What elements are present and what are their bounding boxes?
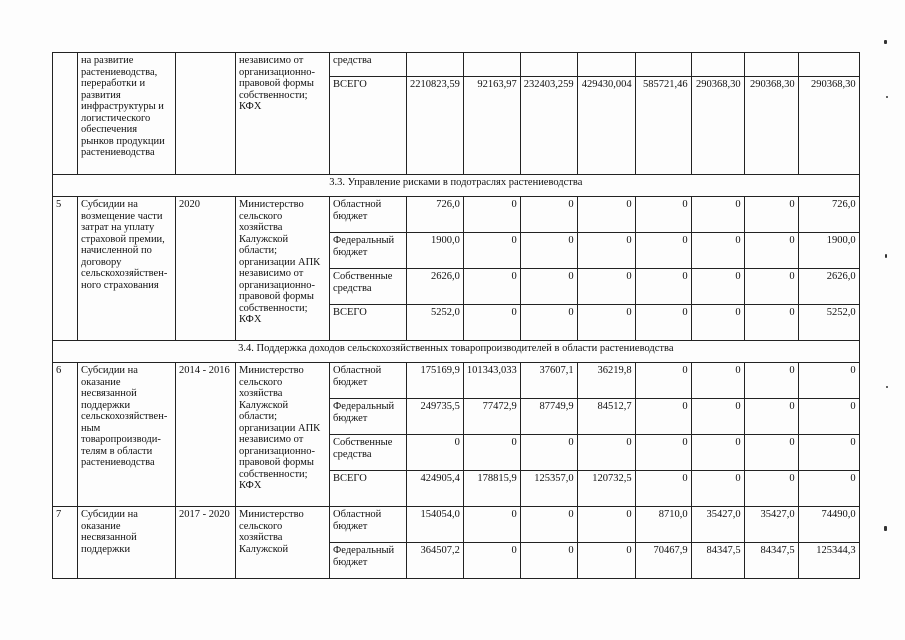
- executor: Министерство сельского хозяйства Калужской области; организации АПК независимо от организационно-правовой формы собственности; КФХ: [236, 363, 330, 507]
- value-cell: 429430,004: [577, 77, 635, 175]
- value-cell: 0: [635, 471, 691, 507]
- value-cell: [744, 53, 798, 77]
- value-cell: 726,0: [798, 197, 859, 233]
- funding-source: Федеральный бюджет: [330, 399, 407, 435]
- funding-source: ВСЕГО: [330, 471, 407, 507]
- measure-name: Субсидии на оказание несвязанной поддержки: [78, 507, 176, 579]
- value-cell: 77472,9: [463, 399, 520, 435]
- scan-speck: [884, 40, 887, 44]
- value-cell: 0: [577, 233, 635, 269]
- value-cell: 0: [635, 363, 691, 399]
- value-cell: [463, 53, 520, 77]
- value-cell: 120732,5: [577, 471, 635, 507]
- funding-source: Федеральный бюджет: [330, 543, 407, 579]
- value-cell: 0: [798, 399, 859, 435]
- executor: независимо от организационно-правовой формы собственности; КФХ: [236, 53, 330, 175]
- value-cell: 249735,5: [407, 399, 464, 435]
- scan-speck: [884, 526, 887, 531]
- value-cell: 35427,0: [691, 507, 744, 543]
- value-cell: 0: [744, 197, 798, 233]
- table-row: [53, 197, 860, 233]
- value-cell: 0: [577, 305, 635, 341]
- value-cell: 0: [635, 399, 691, 435]
- value-cell: 0: [520, 197, 577, 233]
- value-cell: 0: [520, 543, 577, 579]
- value-cell: 70467,9: [635, 543, 691, 579]
- row-number: 7: [53, 507, 78, 579]
- table-row: [53, 363, 860, 399]
- value-cell: 0: [691, 399, 744, 435]
- table-row: [53, 53, 860, 77]
- value-cell: 5252,0: [798, 305, 859, 341]
- value-cell: 424905,4: [407, 471, 464, 507]
- value-cell: 0: [577, 507, 635, 543]
- row-number: 6: [53, 363, 78, 507]
- value-cell: 178815,9: [463, 471, 520, 507]
- row-number: 5: [53, 197, 78, 341]
- value-cell: 0: [463, 197, 520, 233]
- value-cell: 1900,0: [407, 233, 464, 269]
- value-cell: 35427,0: [744, 507, 798, 543]
- value-cell: 154054,0: [407, 507, 464, 543]
- period: [176, 53, 236, 175]
- value-cell: 0: [798, 435, 859, 471]
- value-cell: 2626,0: [407, 269, 464, 305]
- value-cell: 0: [520, 233, 577, 269]
- value-cell: 0: [691, 197, 744, 233]
- value-cell: 0: [520, 507, 577, 543]
- value-cell: 585721,46: [635, 77, 691, 175]
- value-cell: 175169,9: [407, 363, 464, 399]
- budget-table: [52, 52, 860, 579]
- funding-source: ВСЕГО: [330, 305, 407, 341]
- scan-speck: [886, 386, 888, 388]
- section-heading: 3.4. Поддержка доходов сельскохозяйственных товаропроизводителей в области растениеводства: [53, 341, 860, 363]
- value-cell: 0: [520, 435, 577, 471]
- measure-name: Субсидии на возмещение части затрат на уплату страховой премии, начисленной по договору сельскохозяйствен-ного страхования: [78, 197, 176, 341]
- value-cell: 74490,0: [798, 507, 859, 543]
- value-cell: 232403,259: [520, 77, 577, 175]
- funding-source: Собственные средства: [330, 435, 407, 471]
- value-cell: 0: [744, 399, 798, 435]
- value-cell: 0: [463, 305, 520, 341]
- measure-name: Субсидии на оказание несвязанной поддержки сельскохозяйствен-ным товаропроизводи-телям в области растениеводства: [78, 363, 176, 507]
- value-cell: 0: [691, 305, 744, 341]
- value-cell: [635, 53, 691, 77]
- value-cell: [520, 53, 577, 77]
- value-cell: 364507,2: [407, 543, 464, 579]
- value-cell: 0: [798, 471, 859, 507]
- value-cell: 0: [691, 269, 744, 305]
- value-cell: 0: [463, 269, 520, 305]
- scan-speck: [885, 254, 887, 258]
- value-cell: 84347,5: [691, 543, 744, 579]
- scan-speck: [886, 96, 888, 98]
- value-cell: 0: [744, 233, 798, 269]
- value-cell: 0: [635, 269, 691, 305]
- value-cell: 36219,8: [577, 363, 635, 399]
- value-cell: 0: [744, 471, 798, 507]
- value-cell: 0: [744, 269, 798, 305]
- funding-source: Областной бюджет: [330, 507, 407, 543]
- value-cell: 0: [577, 269, 635, 305]
- value-cell: [407, 53, 464, 77]
- executor: Министерство сельского хозяйства Калужской области; организации АПК независимо от организационно-правовой формы собственности; КФХ: [236, 197, 330, 341]
- funding-source: Федеральный бюджет: [330, 233, 407, 269]
- value-cell: 2626,0: [798, 269, 859, 305]
- value-cell: 0: [407, 435, 464, 471]
- value-cell: 0: [744, 435, 798, 471]
- value-cell: 0: [577, 197, 635, 233]
- value-cell: 0: [744, 363, 798, 399]
- value-cell: 0: [577, 435, 635, 471]
- value-cell: 2210823,59: [407, 77, 464, 175]
- value-cell: 0: [691, 471, 744, 507]
- value-cell: 101343,033: [463, 363, 520, 399]
- value-cell: 1900,0: [798, 233, 859, 269]
- value-cell: 84512,7: [577, 399, 635, 435]
- value-cell: [798, 53, 859, 77]
- value-cell: 0: [463, 543, 520, 579]
- value-cell: [577, 53, 635, 77]
- value-cell: 87749,9: [520, 399, 577, 435]
- funding-source: средства: [330, 53, 407, 77]
- value-cell: 0: [798, 363, 859, 399]
- value-cell: 290368,30: [798, 77, 859, 175]
- value-cell: 0: [691, 363, 744, 399]
- funding-source: Областной бюджет: [330, 363, 407, 399]
- value-cell: 84347,5: [744, 543, 798, 579]
- table-row: [53, 507, 860, 543]
- value-cell: 726,0: [407, 197, 464, 233]
- value-cell: 0: [520, 305, 577, 341]
- value-cell: 0: [744, 305, 798, 341]
- value-cell: 0: [463, 233, 520, 269]
- value-cell: 0: [635, 435, 691, 471]
- period: 2017 - 2020: [176, 507, 236, 579]
- value-cell: 0: [691, 435, 744, 471]
- section-row: [53, 341, 860, 363]
- executor: Министерство сельского хозяйства Калужской: [236, 507, 330, 579]
- measure-name: на развитие растениеводства, переработки и развития инфраструктуры и логистического обеспечения рынков продукции растениеводства: [78, 53, 176, 175]
- value-cell: 37607,1: [520, 363, 577, 399]
- value-cell: 0: [577, 543, 635, 579]
- value-cell: 0: [691, 233, 744, 269]
- row-number: [53, 53, 78, 175]
- value-cell: 8710,0: [635, 507, 691, 543]
- value-cell: 0: [635, 233, 691, 269]
- value-cell: 0: [520, 269, 577, 305]
- value-cell: 125357,0: [520, 471, 577, 507]
- value-cell: 0: [635, 305, 691, 341]
- value-cell: 92163,97: [463, 77, 520, 175]
- funding-source: Собственные средства: [330, 269, 407, 305]
- value-cell: 0: [463, 507, 520, 543]
- value-cell: 0: [463, 435, 520, 471]
- funding-source: ВСЕГО: [330, 77, 407, 175]
- period: 2020: [176, 197, 236, 341]
- section-row: [53, 175, 860, 197]
- period: 2014 - 2016: [176, 363, 236, 507]
- value-cell: 290368,30: [691, 77, 744, 175]
- funding-source: Областной бюджет: [330, 197, 407, 233]
- value-cell: 0: [635, 197, 691, 233]
- value-cell: [691, 53, 744, 77]
- section-heading: 3.3. Управление рисками в подотраслях растениеводства: [53, 175, 860, 197]
- value-cell: 125344,3: [798, 543, 859, 579]
- value-cell: 290368,30: [744, 77, 798, 175]
- value-cell: 5252,0: [407, 305, 464, 341]
